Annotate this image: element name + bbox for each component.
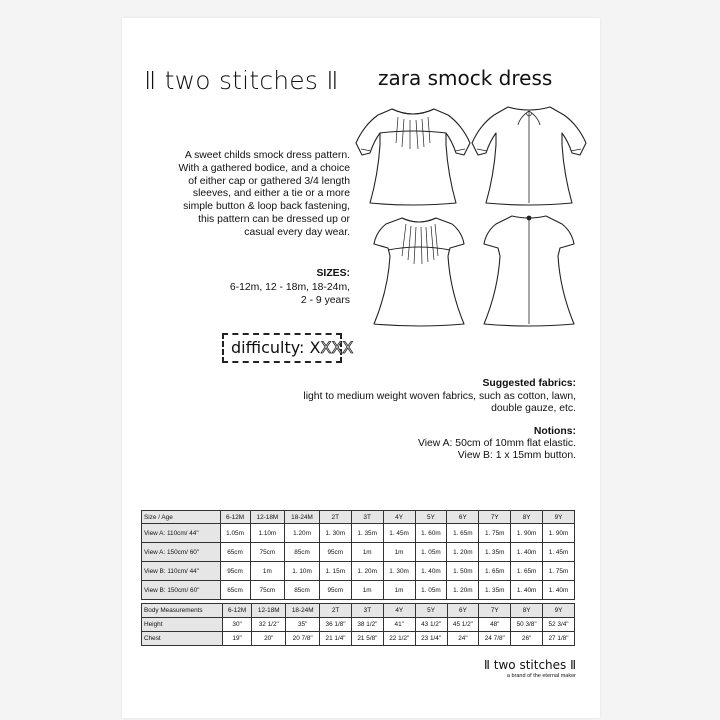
- table-cell: 38 1/2": [351, 618, 383, 632]
- table-row: [142, 543, 575, 562]
- table-cell: 1. 20m: [447, 581, 479, 600]
- table-cell: 21 1/4": [320, 632, 352, 646]
- table-cell: 1. 40m: [543, 581, 575, 600]
- table-cell: View A: 150cm/ 60": [142, 543, 221, 562]
- table-cell: 1. 45m: [383, 524, 415, 543]
- table-cell: 85cm: [285, 543, 320, 562]
- table-row: [142, 562, 575, 581]
- notions-heading: Notions:: [533, 426, 576, 437]
- table-cell: 43 1/2": [415, 618, 447, 632]
- table-cell: 1m: [250, 562, 285, 581]
- table-header-cell: 6-12M: [220, 511, 250, 524]
- table-header-row: [142, 511, 575, 524]
- table-cell: 1. 45m: [543, 543, 575, 562]
- table-cell: 1. 35m: [351, 524, 383, 543]
- table-cell: 1. 65m: [479, 562, 511, 581]
- table-header-cell: 9Y: [543, 604, 575, 618]
- fabric-table-body: [142, 511, 575, 600]
- notions-text: [340, 438, 576, 463]
- footer-brand-logo: Ⅱ two stitches Ⅱ: [484, 658, 576, 672]
- table-cell: 1. 65m: [511, 562, 543, 581]
- difficulty-label: difficulty:: [231, 338, 305, 357]
- table-cell: 41": [383, 618, 415, 632]
- table-header-row: [142, 604, 575, 618]
- table-cell: 1. 75m: [543, 562, 575, 581]
- notions-line: View A: 50cm of 10mm flat elastic.: [417, 438, 576, 449]
- table-cell: View B: 150cm/ 60": [142, 581, 221, 600]
- difficulty-rating: [310, 338, 354, 357]
- table-cell: 26": [511, 632, 543, 646]
- table-cell: 1. 20m: [447, 543, 479, 562]
- table-header-cell: 3T: [351, 604, 383, 618]
- table-cell: 1. 15m: [319, 562, 351, 581]
- dress-view-b-back-illustration: [478, 212, 580, 328]
- table-cell: 85cm: [285, 581, 320, 600]
- description-line: casual every day wear.: [244, 226, 350, 238]
- table-header-cell: 12-18M: [252, 604, 286, 618]
- table-cell: 1. 40m: [415, 562, 447, 581]
- table-cell: 52 3/4": [543, 618, 575, 632]
- table-header-cell: 8Y: [511, 604, 543, 618]
- table-cell: 1. 35m: [479, 581, 511, 600]
- sizes-heading: SIZES:: [316, 268, 350, 279]
- table-cell: 75cm: [250, 581, 285, 600]
- dress-view-b-front-illustration: [368, 212, 470, 328]
- difficulty-mark: X: [331, 338, 343, 357]
- pattern-description: [148, 150, 350, 240]
- table-cell: 20 7/8": [286, 632, 320, 646]
- table-header-cell: 5Y: [415, 511, 447, 524]
- table-cell: 1. 40m: [511, 581, 543, 600]
- table-header-cell: 6Y: [447, 604, 479, 618]
- table-cell: 24 7/8": [479, 632, 511, 646]
- table-cell: 30": [222, 618, 251, 632]
- table-cell: 1m: [383, 543, 415, 562]
- table-header-cell: 18-24M: [285, 511, 320, 524]
- table-cell: 1. 05m: [415, 543, 447, 562]
- fabrics-text: [270, 391, 576, 416]
- table-cell: 1m: [351, 543, 383, 562]
- table-cell: 50 3/8": [511, 618, 543, 632]
- table-cell: 1m: [351, 581, 383, 600]
- dress-view-a-back-illustration: [468, 95, 590, 207]
- sizes-list: [190, 282, 350, 308]
- table-cell: 35": [286, 618, 320, 632]
- table-cell: 95cm: [220, 562, 250, 581]
- description-line: this pattern can be dressed up or: [198, 213, 350, 225]
- table-header-cell: 8Y: [511, 511, 543, 524]
- table-cell: 48": [479, 618, 511, 632]
- sizes-line: 2 - 9 years: [300, 294, 350, 306]
- table-cell: 1. 60m: [415, 524, 447, 543]
- table-cell: 95cm: [319, 543, 351, 562]
- table-cell: 1. 20m: [351, 562, 383, 581]
- table-cell: 1. 50m: [447, 562, 479, 581]
- body-table-body: [142, 604, 575, 646]
- table-row: [142, 632, 575, 646]
- table-cell: 1. 90m: [511, 524, 543, 543]
- description-line: of either cap or gathered 3/4 length: [188, 175, 350, 187]
- table-header-cell: 6Y: [447, 511, 479, 524]
- table-header-cell: 9Y: [543, 511, 575, 524]
- brand-logo: Ⅱ two stitches Ⅱ: [144, 66, 339, 95]
- table-header-cell: 4Y: [383, 604, 415, 618]
- table-row: [142, 581, 575, 600]
- table-cell: 1.05m: [220, 524, 250, 543]
- table-cell: 1. 40m: [511, 543, 543, 562]
- product-title: zara smock dress: [378, 66, 553, 90]
- table-cell: 1. 30m: [383, 562, 415, 581]
- table-cell: View B: 110cm/ 44": [142, 562, 221, 581]
- table-cell: 1. 65m: [447, 524, 479, 543]
- table-cell: 1m: [383, 581, 415, 600]
- table-cell: 45 1/2": [447, 618, 479, 632]
- table-cell: 27 1/8": [543, 632, 575, 646]
- table-cell: 95cm: [319, 581, 351, 600]
- table-cell: Height: [142, 618, 223, 632]
- table-header-cell: 7Y: [479, 511, 511, 524]
- table-cell: View A: 110cm/ 44": [142, 524, 221, 543]
- dress-view-a-front-illustration: [352, 95, 474, 207]
- description-line: With a gathered bodice, and a choice: [178, 162, 350, 174]
- table-cell: 21 5/8": [351, 632, 383, 646]
- table-cell: 65cm: [220, 581, 250, 600]
- sizes-line: 6-12m, 12 - 18m, 18-24m,: [229, 282, 350, 293]
- table-cell: 1. 05m: [415, 581, 447, 600]
- table-cell: 1. 75m: [479, 524, 511, 543]
- table-cell: 1.20m: [285, 524, 320, 543]
- fabrics-line: light to medium weight woven fabrics, such as cotton, lawn,: [303, 391, 576, 402]
- table-cell: 1. 35m: [479, 543, 511, 562]
- table-header-cell: 12-18M: [250, 511, 285, 524]
- table-header-cell: Body Measurements: [142, 604, 223, 618]
- table-cell: 1. 10m: [285, 562, 320, 581]
- table-cell: 20": [252, 632, 286, 646]
- table-header-cell: Size / Age: [142, 511, 221, 524]
- table-header-cell: 6-12M: [222, 604, 251, 618]
- table-header-cell: 5Y: [415, 604, 447, 618]
- difficulty-mark: X: [320, 338, 332, 357]
- difficulty-box: [222, 333, 354, 363]
- table-header-cell: 18-24M: [286, 604, 320, 618]
- table-cell: 1. 90m: [543, 524, 575, 543]
- table-header-cell: 4Y: [383, 511, 415, 524]
- button-detail: [527, 216, 532, 221]
- table-header-cell: 3T: [351, 511, 383, 524]
- table-header-cell: 2T: [319, 511, 351, 524]
- table-cell: 75cm: [250, 543, 285, 562]
- table-row: [142, 618, 575, 632]
- table-cell: 65cm: [220, 543, 250, 562]
- description-line: simple button & loop back fastening,: [183, 201, 350, 213]
- footer-tagline: a brand of the eternal maker: [506, 673, 576, 679]
- table-cell: 36 1/8": [320, 618, 352, 632]
- difficulty-mark: X: [342, 338, 354, 357]
- table-cell: 32 1/2": [252, 618, 286, 632]
- fabrics-line: double gauze, etc.: [491, 403, 576, 415]
- table-cell: 24": [447, 632, 479, 646]
- table-cell: 23 1/4": [415, 632, 447, 646]
- fabrics-heading: Suggested fabrics:: [482, 378, 576, 389]
- table-cell: 22 1/2": [383, 632, 415, 646]
- fabric-requirements-table: [141, 510, 575, 600]
- description-line: A sweet childs smock dress pattern.: [184, 150, 350, 161]
- notions-line: View B: 1 x 15mm button.: [457, 450, 576, 462]
- description-line: sleeves, and either a tie or a more: [192, 188, 350, 200]
- table-row: [142, 524, 575, 543]
- table-header-cell: 7Y: [479, 604, 511, 618]
- body-measurements-table: [141, 603, 575, 646]
- table-cell: 1.10m: [250, 524, 285, 543]
- table-cell: Chest: [142, 632, 223, 646]
- table-cell: 19": [222, 632, 251, 646]
- table-header-cell: 2T: [320, 604, 352, 618]
- difficulty-mark: X: [309, 338, 321, 357]
- table-cell: 1. 30m: [319, 524, 351, 543]
